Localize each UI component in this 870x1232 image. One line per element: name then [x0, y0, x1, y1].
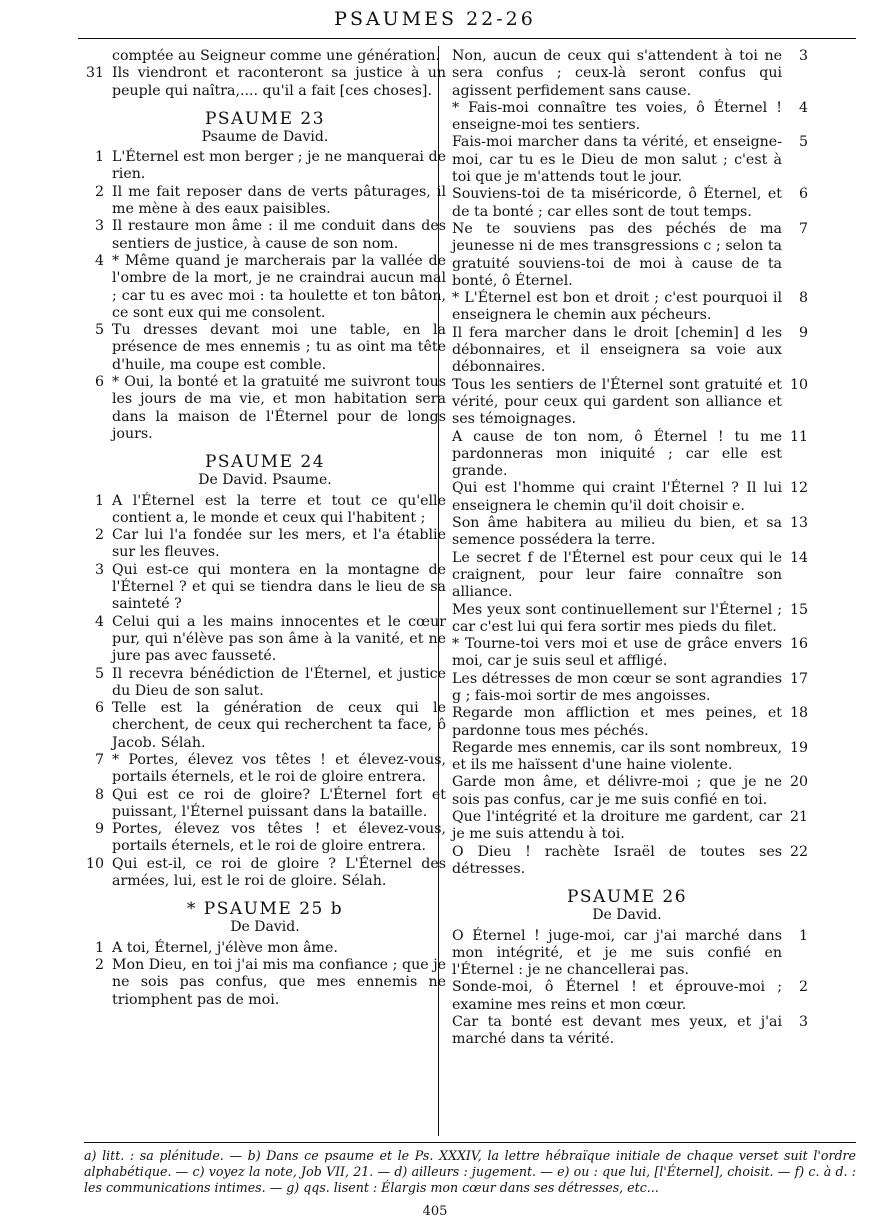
psalm-title: PSAUME 24 [204, 452, 326, 473]
verse-text: O Éternel ! juge-moi, car j'ai marché dans mon intégrité, et je me suis confié en l'Éternel : je ne chancellerai pas. [452, 927, 782, 979]
verse [84, 253, 446, 322]
psalm-subtitle: De David. [592, 907, 662, 924]
verse [84, 149, 446, 184]
verse [84, 562, 446, 614]
verse [446, 928, 808, 980]
verse-number: 1 [798, 927, 808, 944]
verse-text: Son âme habitera au milieu du bien, et sa semence possédera la terre. [452, 515, 782, 549]
psalm-subtitle: De David. Psaume. [198, 472, 332, 489]
verse [446, 844, 808, 879]
verse-number: 6 [94, 700, 104, 717]
verse-number: 20 [789, 774, 808, 791]
verse-text: Fais-moi marcher dans ta vérité, et enseigne-moi, car tu es le Dieu de mon salut ; c'est à toi que je m'attends tout le jour. [452, 134, 782, 186]
verse-number: 31 [86, 65, 105, 82]
verse [446, 377, 808, 429]
verse-text: Il fera marcher dans le droit [chemin] d les débonnaires, et il enseignera sa voie aux débonnaires. [452, 324, 782, 376]
right-column [446, 48, 808, 1049]
verse-text: Il restaure mon âme : il me conduit dans des sentiers de justice, à cause de son nom. [112, 218, 446, 252]
footnote-rule [84, 1142, 856, 1143]
column-divider [438, 46, 439, 1136]
verse [84, 48, 446, 65]
verse-number: 8 [798, 290, 808, 307]
verse-text: Les détresses de mon cœur se sont agrandies g ; fais-moi sortir de mes angoisses. [452, 670, 782, 704]
verse-number: 18 [789, 705, 808, 722]
verse-number: 3 [94, 561, 104, 578]
verse-number: 3 [798, 48, 808, 64]
verse [446, 636, 808, 671]
verse-number: 1 [94, 939, 104, 956]
verse [446, 290, 808, 325]
verse-text: Garde mon âme, et délivre-moi ; que je ne sois pas confus, car je me suis confié en toi. [452, 774, 782, 808]
verse-text: Non, aucun de ceux qui s'attendent à toi ne sera confus ; ceux-là seront confus qui agissent perfidement sans cause. [452, 48, 782, 99]
verse-text: Qui est l'homme qui craint l'Éternel ? Il lui enseignera le chemin qu'il doit choisir e. [452, 480, 782, 514]
verse-number: 9 [94, 821, 104, 838]
verse [84, 374, 446, 443]
verse-number: 14 [789, 549, 808, 566]
verse-text: Il recevra bénédiction de l'Éternel, et justice du Dieu de son salut. [112, 665, 446, 699]
verse-text: A l'Éternel est la terre et tout ce qu'elle contient a, le monde et ceux qui l'habitent ; [112, 492, 446, 526]
verse [446, 134, 808, 186]
verse-text: Souviens-toi de ta miséricorde, ô Éternel, et de ta bonté ; car elles sont de tout temps. [452, 186, 782, 220]
header-rule [78, 38, 856, 39]
verse-number: 13 [789, 515, 808, 532]
verse-text: Qui est ce roi de gloire? L'Éternel fort et puissant, l'Éternel puissant dans la bataille. [112, 786, 446, 820]
verse-number: 5 [94, 322, 104, 339]
verse [84, 700, 446, 752]
verse-number: 6 [798, 186, 808, 203]
verse-text: Que l'intégrité et la droiture me gardent, car je me suis attendu à toi. [452, 809, 782, 843]
verse-text: Qui est-ce qui montera en la montagne de l'Éternel ? et qui se tiendra dans le lieu de sa sainteté ? [112, 561, 446, 613]
verse [84, 65, 446, 100]
verse [446, 100, 808, 135]
psalm-title: PSAUME 26 [566, 887, 688, 908]
verse-number: 8 [94, 786, 104, 803]
verse-text: Le secret f de l'Éternel est pour ceux qui le craignent, pour leur faire connaître son alliance. [452, 549, 782, 601]
verse [446, 1014, 808, 1049]
verse [84, 322, 446, 374]
verse [84, 218, 446, 253]
verse [446, 671, 808, 706]
verse-number: 5 [798, 134, 808, 151]
verse-text: * Portes, élevez vos têtes ! et élevez-vous, portails éternels, et le roi de gloire entrera. [112, 751, 446, 786]
psalm-title: * PSAUME 25 b [186, 899, 344, 920]
verse [84, 752, 446, 787]
verse-number: 2 [94, 183, 104, 200]
verse [446, 480, 808, 515]
verse [84, 940, 446, 957]
verse [446, 429, 808, 481]
verse-text: Portes, élevez vos têtes ! et élevez-vous, portails éternels, et le roi de gloire entrera. [112, 821, 446, 855]
verse-text: * Même quand je marcherais par la vallée de l'ombre de la mort, je ne craindrai aucun mal ; car tu es avec moi : ta houlette et ton bâton, ce sont eux qui me consolent. [112, 252, 446, 321]
verse-text: Tous les sentiers de l'Éternel sont gratuité et vérité, pour ceux qui gardent son alliance et ses témoignages. [452, 376, 782, 428]
verse [446, 550, 808, 602]
verse-text: Qui est-il, ce roi de gloire ? L'Éternel des armées, lui, est le roi de gloire. Sélah. [112, 855, 446, 890]
left-column [84, 48, 446, 1009]
verse-number: 4 [798, 99, 808, 116]
verse [446, 48, 808, 100]
verse-number: 5 [94, 665, 104, 682]
verse-text: * L'Éternel est bon et droit ; c'est pourquoi il enseignera le chemin aux pécheurs. [452, 290, 782, 324]
verse-number: 10 [86, 855, 105, 872]
verse-number: 2 [94, 527, 104, 544]
running-header: PSAUMES 22-26 [334, 8, 536, 30]
verse [446, 774, 808, 809]
verse-text: Ne te souviens pas des péchés de ma jeunesse ni de mes transgressions c ; selon ta gratuité souviens-toi de moi à cause de ta bonté, ô Éternel. [452, 220, 782, 289]
verse-number: 11 [789, 428, 808, 445]
verse-number: 9 [798, 324, 808, 341]
verse-text: Tu dresses devant moi une table, en la présence de mes ennemis ; tu as oint ma tête d'huile, ma coupe est comble. [112, 322, 446, 373]
verse [446, 186, 808, 221]
verse-number: 15 [789, 601, 808, 618]
verse-text: Il me fait reposer dans de verts pâturages, il me mène à des eaux paisibles. [112, 183, 446, 218]
verse-text: O Dieu ! rachète Israël de toutes ses détresses. [452, 843, 782, 877]
footnotes: a) litt. : sa plénitude. — b) Dans ce psaume et le Ps. XXXIV, la lettre hébraïque initiale de chaque verset suit l'ordre alphabétique. — c) voyez la note, Job VII, 21. — d) ailleurs : jugement. — e) ou : que lui, [l'Éternel], choisit. — f) c. à d. : les communications intimes. — g) qqs. lisent : Élargis mon cœur dans ses détresses, etc... [84, 1148, 856, 1195]
verse [446, 740, 808, 775]
verse-text: Sonde-moi, ô Éternel ! et éprouve-moi ; examine mes reins et mon cœur. [452, 979, 782, 1013]
verse-text: * Tourne-toi vers moi et use de grâce envers moi, car je suis seul et affligé. [452, 636, 782, 670]
verse-number: 19 [789, 739, 808, 756]
verse-number: 7 [94, 751, 104, 768]
verse [84, 527, 446, 562]
verse [84, 184, 446, 219]
verse-number: 16 [789, 636, 808, 653]
verse [84, 614, 446, 666]
verse-text: A cause de ton nom, ô Éternel ! tu me pardonneras mon iniquité ; car elle est grande. [452, 428, 782, 480]
verse [84, 821, 446, 856]
verse-number: 3 [94, 218, 104, 235]
verse-text: Car ta bonté est devant mes yeux, et j'ai marché dans ta vérité. [452, 1014, 782, 1048]
verse-number: 2 [798, 979, 808, 996]
verse-text: Regarde mes ennemis, car ils sont nombreux, et ils me haïssent d'une haine violente. [452, 739, 782, 774]
verse [446, 809, 808, 844]
verse-text: Mes yeux sont continuellement sur l'Éternel ; car c'est lui qui fera sortir mes pieds du filet. [452, 601, 782, 635]
verse-text: L'Éternel est mon berger ; je ne manquerai de rien. [112, 149, 446, 183]
verse-number: 21 [789, 809, 808, 826]
verse-number: 4 [94, 252, 104, 269]
verse [446, 705, 808, 740]
verse-number: 10 [789, 376, 808, 393]
verse-text: Ils viendront et raconteront sa justice à un peuple qui naîtra,.... qu'il a fait [ces choses]. [112, 65, 446, 99]
verse [446, 221, 808, 290]
verse-text: Celui qui a les mains innocentes et le cœur pur, qui n'élève pas son âme à la vanité, et ne jure pas avec fausseté. [112, 613, 446, 665]
verse-text: Telle est la génération de ceux qui le cherchent, de ceux qui recherchent ta face, ô Jacob. Sélah. [112, 700, 446, 751]
verse [84, 666, 446, 701]
verse [446, 325, 808, 377]
verse-number: 1 [94, 149, 104, 166]
verse-number: 4 [94, 613, 104, 630]
psalm-subtitle: De David. [230, 919, 300, 936]
verse [446, 602, 808, 637]
verse-number: 12 [789, 480, 808, 497]
verse-number: 2 [94, 956, 104, 973]
verse-text: comptée au Seigneur comme une génération. [112, 48, 440, 64]
verse-number: 6 [94, 374, 104, 391]
verse-text: * Oui, la bonté et la gratuité me suivront tous les jours de ma vie, et mon habitation sera dans la maison de l'Éternel pour de longs jours. [112, 374, 446, 442]
verse [446, 979, 808, 1014]
verse-text: Regarde mon affliction et mes peines, et pardonne tous mes péchés. [452, 705, 782, 739]
verse [446, 515, 808, 550]
verse-number: 3 [798, 1014, 808, 1031]
verse [84, 787, 446, 822]
verse [84, 493, 446, 528]
verse-number: 1 [94, 492, 104, 509]
verse-number: 7 [798, 220, 808, 237]
page-number: 405 [422, 1204, 448, 1219]
verse [84, 957, 446, 1009]
psalm-title: PSAUME 23 [204, 108, 326, 129]
verse-number: 22 [789, 843, 808, 860]
verse-text: Car lui l'a fondée sur les mers, et l'a établie sur les fleuves. [112, 527, 446, 561]
psalm-subtitle: Psaume de David. [201, 128, 329, 145]
verse-text: Mon Dieu, en toi j'ai mis ma confiance ; que je ne sois pas confus, que mes ennemis ne triomphent pas de moi. [112, 956, 446, 1008]
verse [84, 856, 446, 891]
verse-number: 17 [789, 670, 808, 687]
verse-text: A toi, Éternel, j'élève mon âme. [112, 939, 338, 956]
verse-text: * Fais-moi connaître tes voies, ô Éternel ! enseigne-moi tes sentiers. [452, 99, 782, 134]
